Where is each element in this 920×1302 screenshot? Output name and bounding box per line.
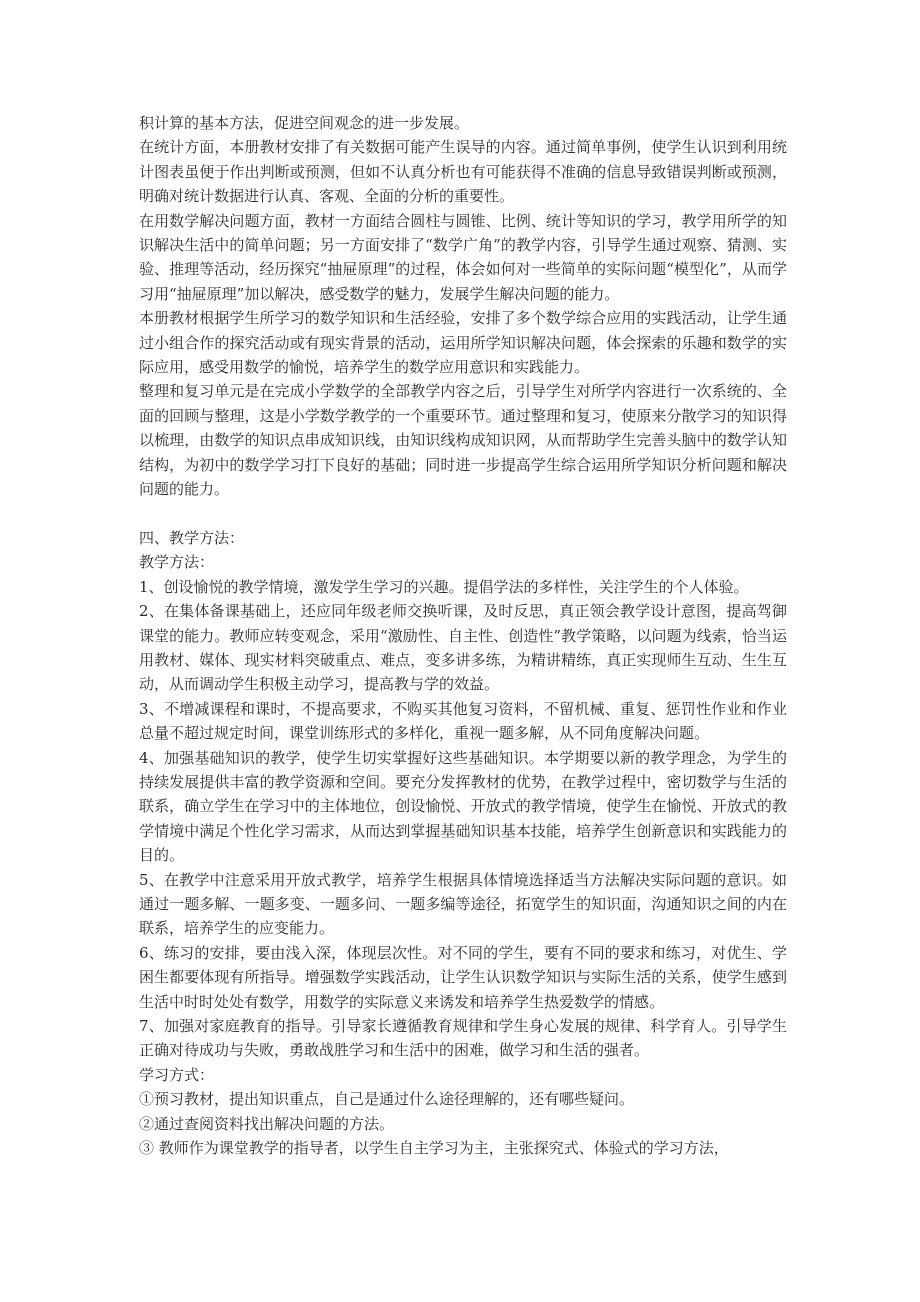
document-body (139, 111, 787, 1160)
list-item: 7、加强对家庭教育的指导。引导家长遵循教育规律和学生身心发展的规律、科学育人。引导学生正确对待成功与失败，勇敢战胜学习和生活中的困难，做学习和生活的强者。 (139, 1017, 787, 1060)
list-item: ③ 教师作为课堂教学的指导者，以学生自主学习为主，主张探究式、体验式的学习方法， (139, 1139, 729, 1158)
list-item: 2、在集体备课基础上，还应同年级老师交换听课，及时反思，真正领会教学设计意图，提高驾御课堂的能力。教师应转变观念，采用“激励性、自主性、创造性”教学策略，以问题为线索，恰当运用教材、媒体、现实材料突破重点、难点，变多讲多练，为精讲精练，真正实现师生互动、生生互动，从而调动学生积极主动学习，提高教与学的效益。 (139, 602, 787, 694)
list-item: 5、在教学中注意采用开放式教学，培养学生根据具体情境选择适当方法解决实际问题的意识。如通过一题多解、一题多变、一题多问、一题多编等途径，拓宽学生的知识面，沟通知识之间的内在联系，培养学生的应变能力。 (139, 870, 787, 938)
list-item: 4、加强基础知识的教学，使学生切实掌握好这些基础知识。本学期要以新的教学理念，为学生的持续发展提供丰富的教学资源和空间。要充分发挥教材的优势，在教学过程中，密切数学与生活的联系，确立学生在学习中的主体地位，创设愉悦、开放式的教学情境，使学生在愉悦、开放式的教学情境中满足个性化学习需求，从而达到掌握基础知识基本技能，培养学生创新意识和实践能力的目的。 (139, 748, 787, 865)
paragraph: 积计算的基本方法，促进空间观念的进一步发展。 (139, 114, 470, 132)
paragraph: 在统计方面，本册教材安排了有关数据可能产生误导的内容。通过简单事例，使学生认识到利用统计图表虽便于作出判断或预测，但如不认真分析也有可能获得不准确的信息导致错误判断或预测，明确对统计数据进行认真、客观、全面的分析的重要性。 (139, 138, 787, 206)
list-item: 3、不增减课程和课时，不提高要求，不购买其他复习资料，不留机械、重复、惩罚性作业和作业总量不超过规定时间，课堂训练形式的多样化，重视一题多解，从不同角度解决问题。 (139, 699, 787, 743)
section-heading: 四、教学方法： (139, 528, 245, 547)
blank-line (139, 502, 787, 526)
paragraph: 本册教材根据学生所学习的数学知识和生活经验，安排了多个数学综合应用的实践活动，让学生通过小组合作的探究活动或有现实背景的活动，运用所学知识解决问题，体会探索的乐趣和数学的实际应用，感受用数学的愉悦，培养学生的数学应用意识和实践能力。 (139, 309, 787, 377)
list-item: 1、创设愉悦的教学情境，激发学生学习的兴趣。提倡学法的多样性，关注学生的个人体验。 (139, 577, 749, 596)
list-item: ②通过查阅资料找出解决问题的方法。 (139, 1114, 395, 1133)
subheading: 学习方式： (139, 1065, 215, 1084)
paragraph: 在用数学解决问题方面，教材一方面结合圆柱与圆锥、比例、统计等知识的学习，教学用所学的知识解决生活中的简单问题；另一方面安排了“数学广角”的教学内容，引导学生通过观察、猜测、实验、推理等活动，经历探究“抽屉原理”的过程，体会如何对一些简单的实际问题“模型化”，从而学习用“抽屉原理”加以解决，感受数学的魅力，发展学生解决问题的能力。 (139, 211, 787, 303)
subheading: 教学方法： (139, 553, 215, 572)
list-item: ①预习教材，提出知识重点，自己是通过什么途径理解的，还有哪些疑问。 (139, 1090, 635, 1109)
list-item: 6、练习的安排，要由浅入深，体现层次性。对不同的学生，要有不同的要求和练习，对优生、学困生都要体现有所指导。增强数学实践活动，让学生认识数学知识与实际生活的关系，使学生感到生活中时时处处有数学，用数学的实际意义来诱发和培养学生热爱数学的情感。 (139, 943, 787, 1011)
paragraph: 整理和复习单元是在完成小学数学的全部教学内容之后，引导学生对所学内容进行一次系统的、全面的回顾与整理，这是小学数学教学的一个重要环节。通过整理和复习，使原来分散学习的知识得以梳理，由数学的知识点串成知识线，由知识线构成知识网，从而帮助学生完善头脑中的数学认知结构，为初中的数学学习打下良好的基础；同时进一步提高学生综合运用所学知识分析问题和解决问题的能力。 (139, 382, 787, 499)
